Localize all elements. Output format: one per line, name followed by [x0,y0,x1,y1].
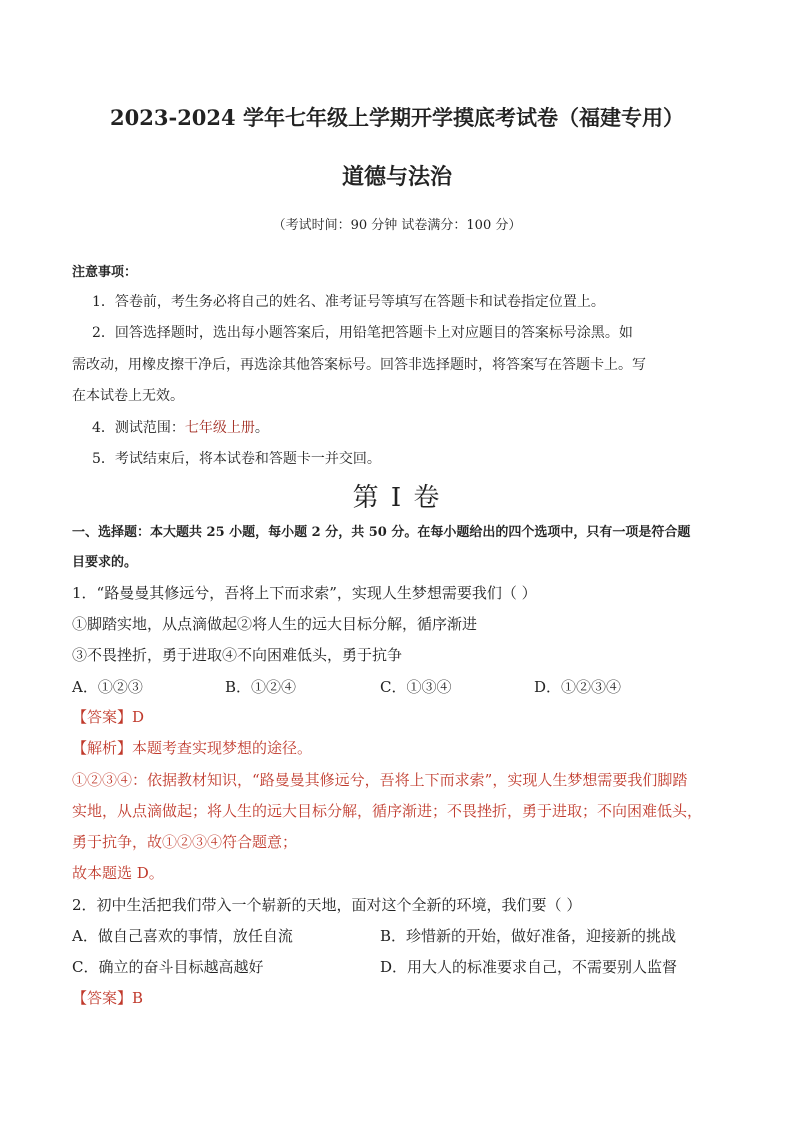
analysis-text: 本题考查实现梦想的途径。 [132,739,313,757]
question-1-explanation-line-1: ①②③④：依据教材知识，“路曼曼其修远兮，吾将上下而求索”，实现人生梦想需要我们脚踏 [72,771,688,789]
section-heading-line-1: 一、选择题：本大题共 25 小题，每小题 2 分，共 50 分。在每小题给出的四个选项中，只有一项是符合题 [72,525,691,540]
question-1-explanation-line-2: 实地，从点滴做起；将人生的远大目标分解，循序渐进；不畏挫折，勇于进取；不向困难低头， [72,802,703,820]
question-1-stem: 1．“路曼曼其修远兮，吾将上下而求索”，实现人生梦想需要我们（ ） [72,584,537,602]
question-1-choices-line-1: ①脚踏实地，从点滴做起②将人生的远大目标分解，循序渐进 [72,615,478,633]
subject-title: 道德与法治 [341,164,452,190]
exam-info: （考试时间：90 分钟 试卷满分：100 分） [272,218,522,233]
question-1-option-c: C．①③④ [380,678,452,696]
notice-item-1: 1．答卷前，考生务必将自己的姓名、准考证号等填写在答题卡和试卷指定位置上。 [92,294,605,310]
answer-label: 【答案】 [72,708,133,726]
question-2-option-c: C．确立的奋斗目标越高越好 [72,958,264,976]
test-scope: 七年级上册 [184,420,255,436]
notice-item-4-prefix: 4．测试范围： [92,420,185,436]
exam-title: 2023-2024 学年七年级上学期开学摸底考试卷（福建专用） [110,105,684,130]
notice-item-4-suffix: 。 [254,420,269,436]
volume-title: 第 I 卷 [352,483,442,513]
notice-heading: 注意事项： [72,265,138,280]
question-1-answer [72,706,144,727]
analysis-label: 【解析】 [72,739,133,757]
question-1-analysis [72,737,312,758]
answer-label: 【答案】 [72,989,133,1007]
question-1-option-b: B．①②④ [225,678,297,696]
section-heading-line-2: 目要求的。 [72,555,138,570]
question-2-option-a: A．做自己喜欢的事情，放任自流 [72,927,293,945]
question-1-explanation-line-3: 勇于抗争，故①②③④符合题意； [72,833,298,851]
question-2-option-b: B．珍惜新的开始，做好准备，迎接新的挑战 [380,927,677,945]
question-2-answer [72,987,143,1008]
answer-value: B [132,989,144,1007]
notice-item-2-line-1: 2．回答选择题时，选出每小题答案后，用铅笔把答题卡上对应题目的答案标号涂黑。如 [92,325,633,341]
notice-item-2-line-3: 在本试卷上无效。 [72,388,184,404]
notice-item-2-line-2: 需改动，用橡皮擦干净后，再选涂其他答案标号。回答非选择题时，将答案写在答题卡上。写 [72,357,646,373]
notice-item-5: 5．考试结束后，将本试卷和答题卡一并交回。 [92,451,381,467]
notice-item-4 [92,417,269,437]
question-2-stem: 2．初中生活把我们带入一个崭新的天地，面对这个全新的环境，我们要（ ） [72,896,582,914]
question-1-option-d: D．①②③④ [534,678,622,696]
question-1-choices-line-2: ③不畏挫折，勇于进取④不向困难低头，勇于抗争 [72,646,403,664]
question-1-conclusion: 故本题选 D。 [72,864,164,882]
question-2-option-d: D．用大人的标准要求自己，不需要别人监督 [380,958,678,976]
question-1-option-a: A．①②③ [72,678,143,696]
answer-value: D [132,708,145,726]
